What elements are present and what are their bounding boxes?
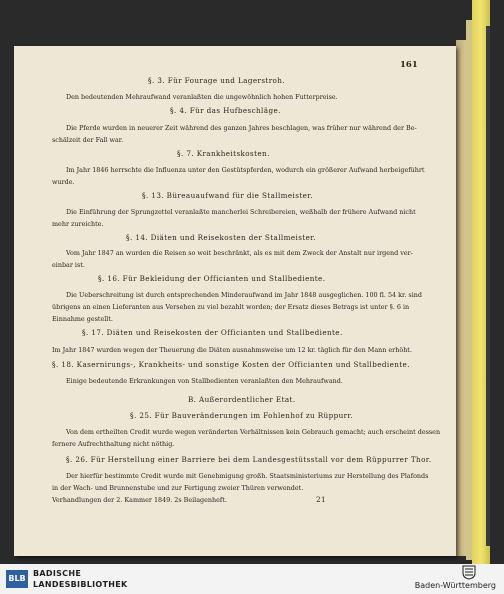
signature-number: 21 — [316, 495, 326, 504]
body-line: Einnahme gestellt. — [52, 315, 113, 323]
body-line: in der Wach- und Brunnenstube und zur Fertigung zweier Thüren verwendet. — [52, 484, 304, 492]
body-line: Im Jahr 1847 wurden wegen der Theuerung die Diäten ausnahmsweise um 12 kr. täglich für den Mann erhöht. — [52, 346, 412, 354]
body-line: Die Pferde wurden in neuerer Zeit während des ganzen Jahres beschlagen, was früher nur während der Be- — [66, 124, 417, 132]
section-heading: §. 13. Büreauaufwand für die Stallmeister. — [142, 191, 313, 200]
baden-wuerttemberg-crest-icon — [461, 565, 477, 580]
section-heading: §. 26. Für Herstellung einer Barriere bei dem Landesgestütsstall vor dem Rüppurrer Thor. — [66, 455, 432, 464]
section-heading: §. 18. Kasernirungs-, Krankheits- und sonstige Kosten der Officianten und Stallbediente. — [52, 360, 410, 369]
section-heading: §. 3. Für Fourage und Lagerstroh. — [148, 76, 285, 85]
section-heading: §. 17. Diäten und Reisekosten der Officianten und Stallbediente. — [82, 328, 343, 337]
body-line: Einige bedeutende Erkrankungen von Stallbedienten veranlaßten den Mehraufwand. — [66, 377, 343, 385]
library-name-line1: BADISCHE — [33, 569, 82, 578]
body-line: Von dem ertheilten Credit wurde wegen veränderten Verhältnissen kein Gebrauch gemacht; auch erscheint dessen — [66, 428, 441, 436]
section-heading: §. 16. Für Bekleidung der Officianten und Stallbediente. — [98, 274, 326, 283]
library-footer — [0, 564, 504, 594]
body-line: Im Jahr 1846 herrschte die Influenza unter den Gestütspferden, wodurch ein größerer Aufwand herbeigeführt — [66, 166, 425, 174]
body-line: übrigens an einen Lieferanten aus Versehen zu viel bezahlt worden; der Ersatz dieses Betrags ist unter §. 6 in — [52, 303, 410, 311]
bookmark-strip — [486, 26, 490, 546]
body-line: Die Einführung der Sprungzettel veranlaßte mancherlei Schreibereien, weßhalb der frühere Aufwand nicht — [66, 208, 416, 216]
body-line: Der hierfür bestimmte Credit wurde mit Genehmigung großh. Staatsministeriums zur Herstellung des Plafonds — [66, 472, 429, 480]
section-heading: §. 7. Krankheitskosten. — [177, 149, 270, 158]
page-fore-edge — [456, 40, 466, 556]
body-line: fernere Aufrechthaltung nicht nöthig. — [52, 440, 175, 448]
section-heading: §. 4. Für das Hufbeschläge. — [170, 106, 281, 115]
body-line: einbar ist. — [52, 261, 85, 269]
body-line: mehr zureichte. — [52, 220, 104, 228]
blb-logo: BLB — [6, 570, 28, 588]
page-footer-text: Verhandlungen der 2. Kammer 1849. 2s Beilagenheft. — [52, 496, 227, 504]
body-line: schälzeit der Fall war. — [52, 136, 124, 144]
page-number: 161 — [400, 60, 418, 70]
body-line: Vom Jahr 1847 an wurden die Reisen so weit beschränkt, als es mit dem Zweck der Anstalt nur irgend ver- — [66, 249, 413, 257]
body-line: Den bedeutenden Mehraufwand veranlaßten die ungewöhnlich hohen Futterpreise. — [66, 93, 338, 101]
document-page — [14, 46, 456, 556]
section-heading: §. 14. Diäten und Reisekosten der Stallmeister. — [126, 233, 316, 242]
section-heading: B. Außerordentlicher Etat. — [188, 395, 296, 404]
body-line: wurde. — [52, 178, 75, 186]
section-heading: §. 25. Für Bauveränderungen im Fohlenhof zu Rüppurr. — [130, 411, 354, 420]
baden-wuerttemberg-label: Baden-Württemberg — [414, 581, 496, 590]
library-name-line2: LANDESBIBLIOTHEK — [33, 580, 128, 589]
body-line: Die Ueberschreitung ist durch entsprechenden Minderaufwand im Jahr 1848 ausgeglichen. 100 fl. 54 kr. sind — [66, 291, 422, 299]
